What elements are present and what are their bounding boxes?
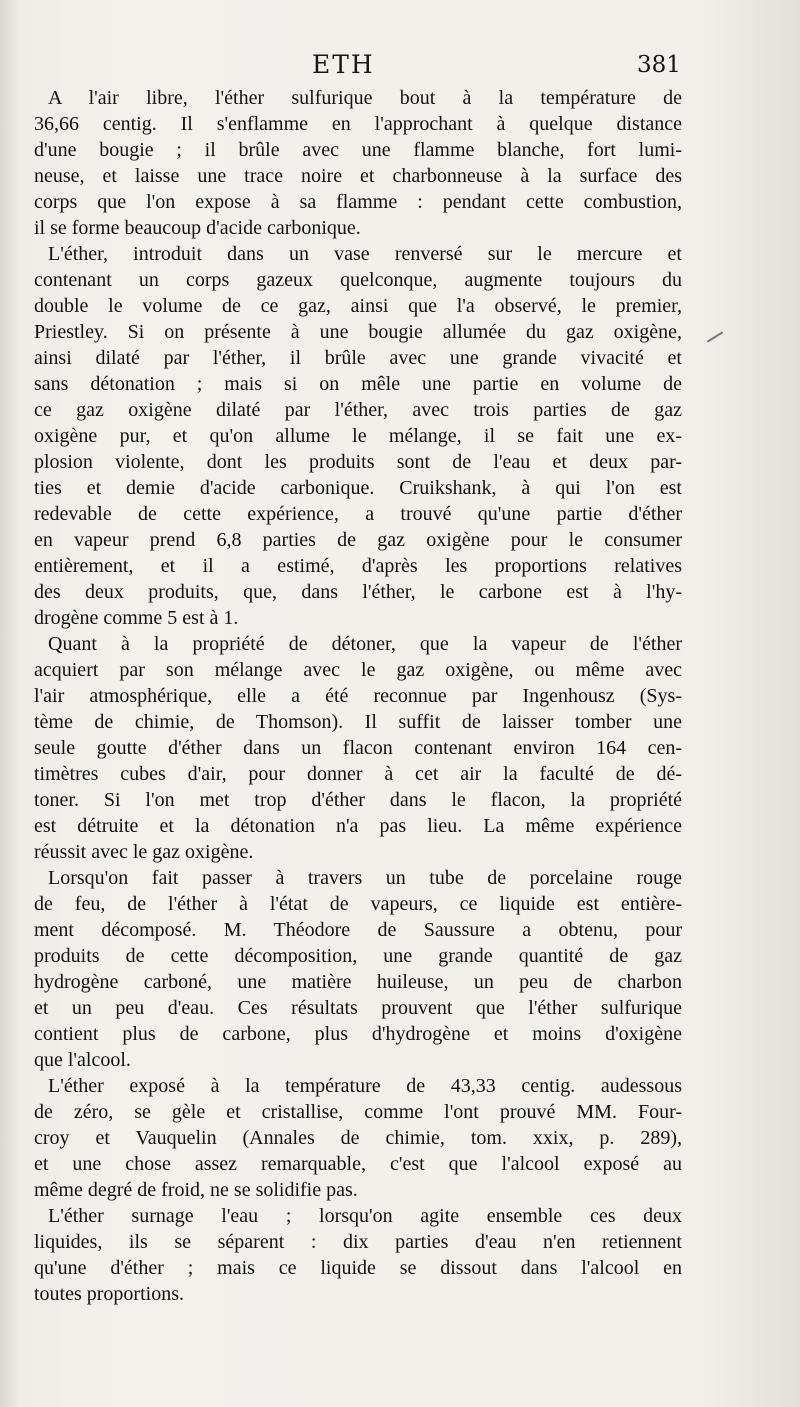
text-line: est détruite et la détonation n'a pas lieu. La même expérience [34, 815, 682, 837]
text-line: corps que l'on expose à sa flamme : pendant cette combustion, [34, 191, 682, 213]
text-line: plosion violente, dont les produits sont de l'eau et deux par- [34, 451, 682, 473]
text-line: d'une bougie ; il brûle avec une flamme blanche, fort lumi- [34, 139, 682, 161]
text-line: produits de cette décomposition, une grande quantité de gaz [34, 945, 682, 967]
running-head: ETH [312, 50, 375, 79]
text-line: sans détonation ; mais si on mêle une partie en volume de [34, 373, 682, 395]
margin-pencil-mark [707, 331, 723, 342]
paragraph [34, 85, 682, 241]
text-line: hydrogène carboné, une matière huileuse, un peu de charbon [34, 971, 682, 993]
text-line: A l'air libre, l'éther sulfurique bout à la température de [48, 87, 682, 109]
text-line: ties et demie d'acide carbonique. Cruikshank, à qui l'on est [34, 477, 682, 499]
text-line: et un peu d'eau. Ces résultats prouvent que l'éther sulfurique [34, 997, 682, 1019]
text-line: de feu, de l'éther à l'état de vapeurs, ce liquide est entière- [34, 893, 682, 915]
text-line: même degré de froid, ne se solidifie pas. [34, 1179, 358, 1201]
text-line: L'éther, introduit dans un vase renversé sur le mercure et [48, 243, 682, 265]
text-line: L'éther surnage l'eau ; lorsqu'on agite ensemble ces deux [48, 1205, 682, 1227]
text-line: toner. Si l'on met trop d'éther dans le flacon, la propriété [34, 789, 682, 811]
text-line: seule goutte d'éther dans un flacon contenant environ 164 cen- [34, 737, 682, 759]
text-line: Lorsqu'on fait passer à travers un tube de porcelaine rouge [48, 867, 682, 889]
body-text [34, 85, 682, 1307]
text-line: double le volume de ce gaz, ainsi que l'a observé, le premier, [34, 295, 682, 317]
text-line: toutes proportions. [34, 1283, 184, 1305]
text-line: ainsi dilaté par l'éther, il brûle avec une grande vivacité et [34, 347, 682, 369]
text-line: l'air atmosphérique, elle a été reconnue par Ingenhousz (Sys- [34, 685, 682, 707]
text-line: ce gaz oxigène dilaté par l'éther, avec trois parties de gaz [34, 399, 682, 421]
paragraph [34, 1203, 682, 1307]
paragraph [34, 631, 682, 865]
text-line: ment décomposé. M. Théodore de Saussure a obtenu, pour [34, 919, 682, 941]
text-line: contenant un corps gazeux quelconque, augmente toujours du [34, 269, 682, 291]
page-header [0, 46, 800, 86]
text-line: il se forme beaucoup d'acide carbonique. [34, 217, 361, 239]
text-line: Quant à la propriété de détoner, que la vapeur de l'éther [48, 633, 682, 655]
text-line: neuse, et laisse une trace noire et charbonneuse à la surface des [34, 165, 682, 187]
text-line: timètres cubes d'air, pour donner à cet air la faculté de dé- [34, 763, 682, 785]
text-line: drogène comme 5 est à 1. [34, 607, 239, 629]
text-line: croy et Vauquelin (Annales de chimie, tom. xxix, p. 289), [34, 1127, 682, 1149]
text-line: contient plus de carbone, plus d'hydrogène et moins d'oxigène [34, 1023, 682, 1045]
text-line: oxigène pur, et qu'on allume le mélange, il se fait une ex- [34, 425, 682, 447]
paragraph [34, 1073, 682, 1203]
text-line: redevable de cette expérience, a trouvé qu'une partie d'éther [34, 503, 682, 525]
text-line: L'éther exposé à la température de 43,33 centig. audessous [48, 1075, 682, 1097]
text-line: acquiert par son mélange avec le gaz oxigène, ou même avec [34, 659, 682, 681]
text-line: et une chose assez remarquable, c'est que l'alcool exposé au [34, 1153, 682, 1175]
paragraph [34, 241, 682, 631]
page-number: 381 [637, 52, 681, 78]
text-line: liquides, ils se séparent : dix parties d'eau n'en retiennent [34, 1231, 682, 1253]
text-line: qu'une d'éther ; mais ce liquide se dissout dans l'alcool en [34, 1257, 682, 1279]
paragraph [34, 865, 682, 1073]
text-line: réussit avec le gaz oxigène. [34, 841, 254, 863]
text-line: en vapeur prend 6,8 parties de gaz oxigène pour le consumer [34, 529, 682, 551]
text-line: entièrement, et il a estimé, d'après les proportions relatives [34, 555, 682, 577]
text-line: tème de chimie, de Thomson). Il suffit de laisser tomber une [34, 711, 682, 733]
text-line: 36,66 centig. Il s'enflamme en l'approchant à quelque distance [34, 113, 682, 135]
text-line: de zéro, se gèle et cristallise, comme l'ont prouvé MM. Four- [34, 1101, 682, 1123]
text-line: Priestley. Si on présente à une bougie allumée du gaz oxigène, [34, 321, 682, 343]
text-line: que l'alcool. [34, 1049, 131, 1071]
text-line: des deux produits, que, dans l'éther, le carbone est à l'hy- [34, 581, 682, 603]
